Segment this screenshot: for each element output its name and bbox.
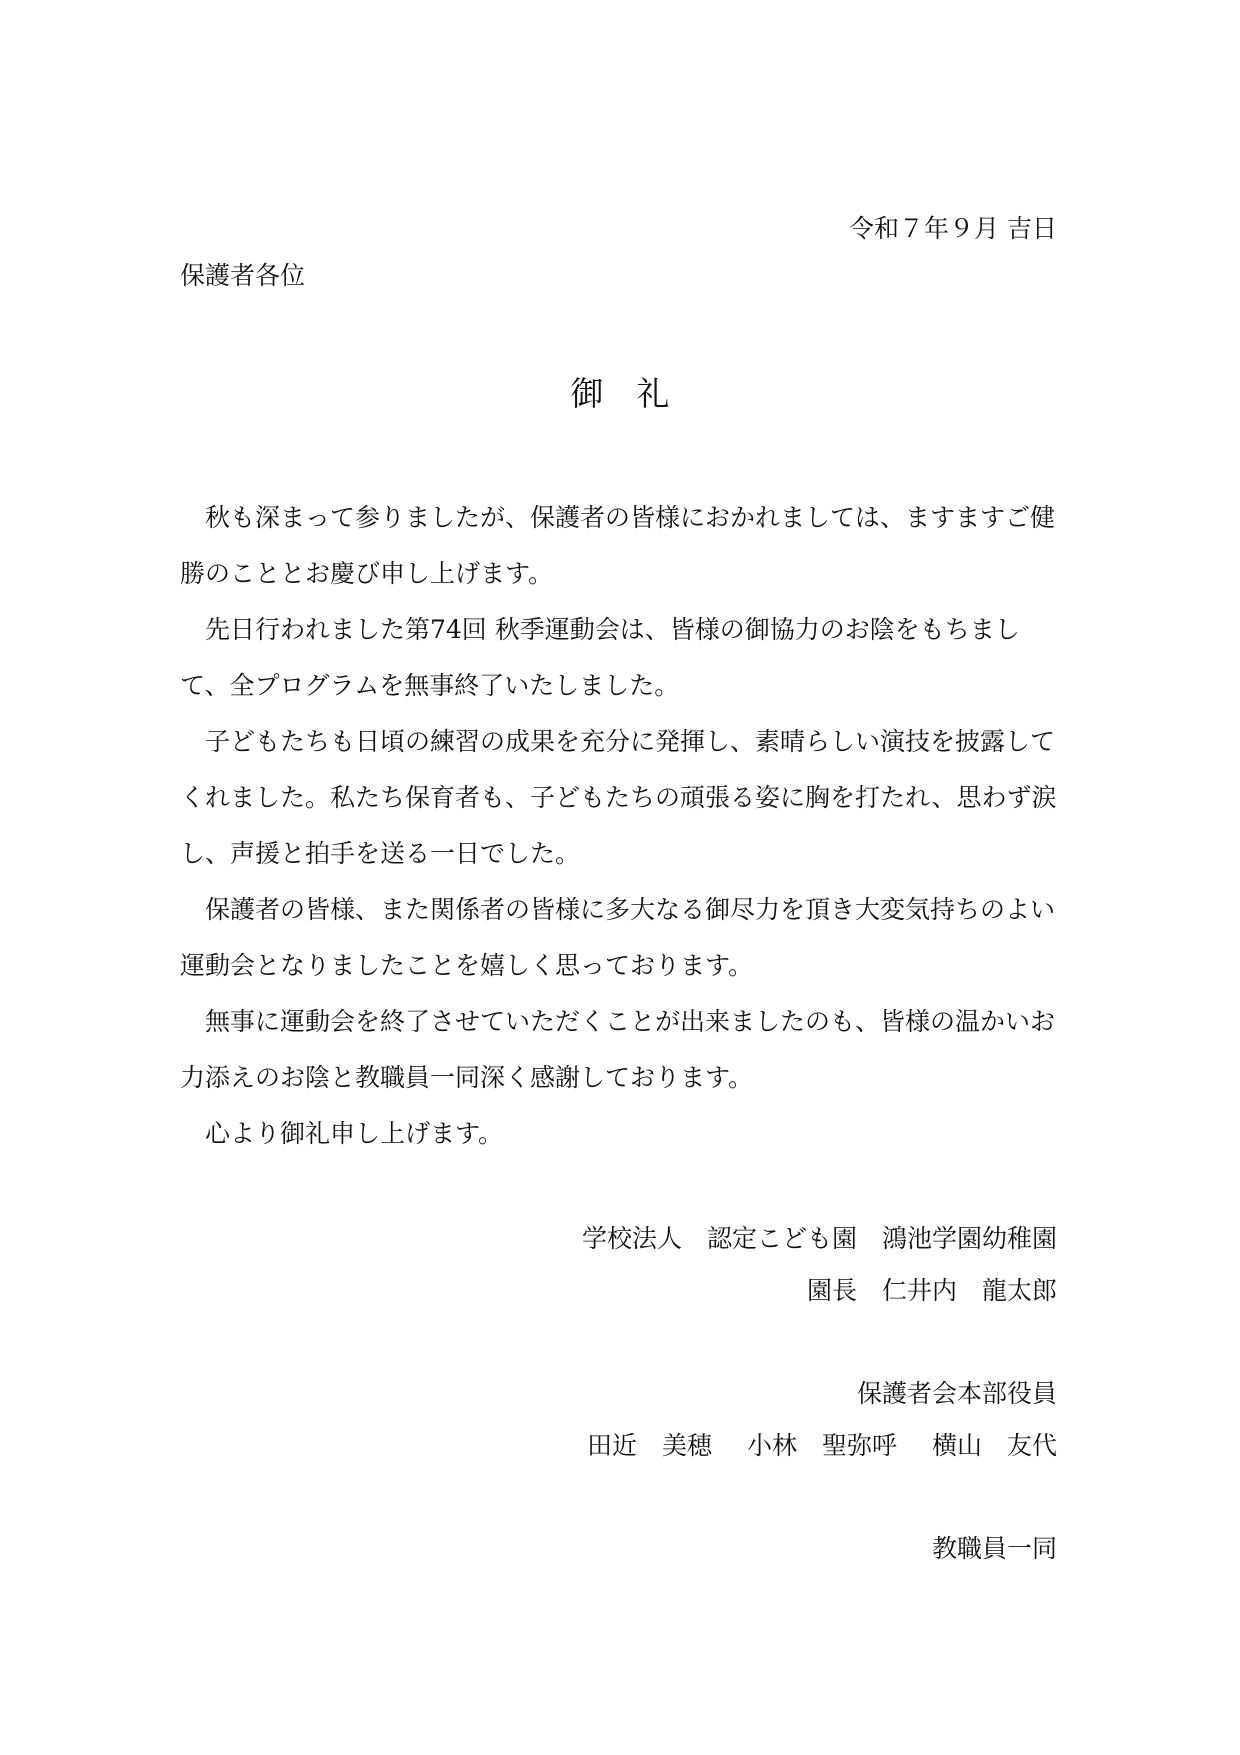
signature-association: 保護者会本部役員 — [856, 1379, 1057, 1408]
body-paragraph-1: 秋も深まって参りましたが、保護者の皆様におかれましては、ますますご健勝のこととお慶び申し上げます。 — [180, 503, 1056, 588]
signature-principal: 園長 仁井内 龍太郎 — [806, 1276, 1057, 1305]
letter-title: 御 礼 — [570, 374, 670, 413]
signature-staff: 教職員一同 — [931, 1534, 1057, 1563]
officer-name-1: 田近 美穂 — [586, 1431, 712, 1460]
letter-body — [180, 490, 1060, 1162]
letter-date: 令和７年９月 吉日 — [849, 214, 1057, 243]
body-paragraph-5: 無事に運動会を終了させていただくことが出来ましたのも、皆様の温かいお力添えのお陰と教職員一同深く感謝しております。 — [180, 1007, 1056, 1092]
signature-school: 学校法人 認定こども園 鴻池学園幼稚園 — [581, 1224, 1057, 1253]
body-paragraph-6: 心より御礼申し上げます。 — [205, 1119, 504, 1148]
officer-name-3: 横山 友代 — [931, 1431, 1057, 1460]
body-paragraph-3: 子どもたちも日頃の練習の成果を充分に発揮し、素晴らしい演技を披露してくれました。私たち保育者も、子どもたちの頑張る姿に胸を打たれ、思わず涙し、声援と拍手を送る一日でした。 — [180, 727, 1057, 868]
officer-name-2: 小林 聖弥呼 — [746, 1431, 897, 1460]
body-paragraph-2: 先日行われました第74回 秋季運動会は、皆様の御協力のお陰をもちまして、全プログラムを無事終了いたしました。 — [180, 615, 1020, 700]
body-paragraph-4: 保護者の皆様、また関係者の皆様に多大なる御尽力を頂き大変気持ちのよい運動会となりましたことを嬉しく思っております。 — [180, 895, 1056, 980]
signature-officers — [587, 1427, 1057, 1465]
recipient-line: 保護者各位 — [180, 261, 306, 290]
